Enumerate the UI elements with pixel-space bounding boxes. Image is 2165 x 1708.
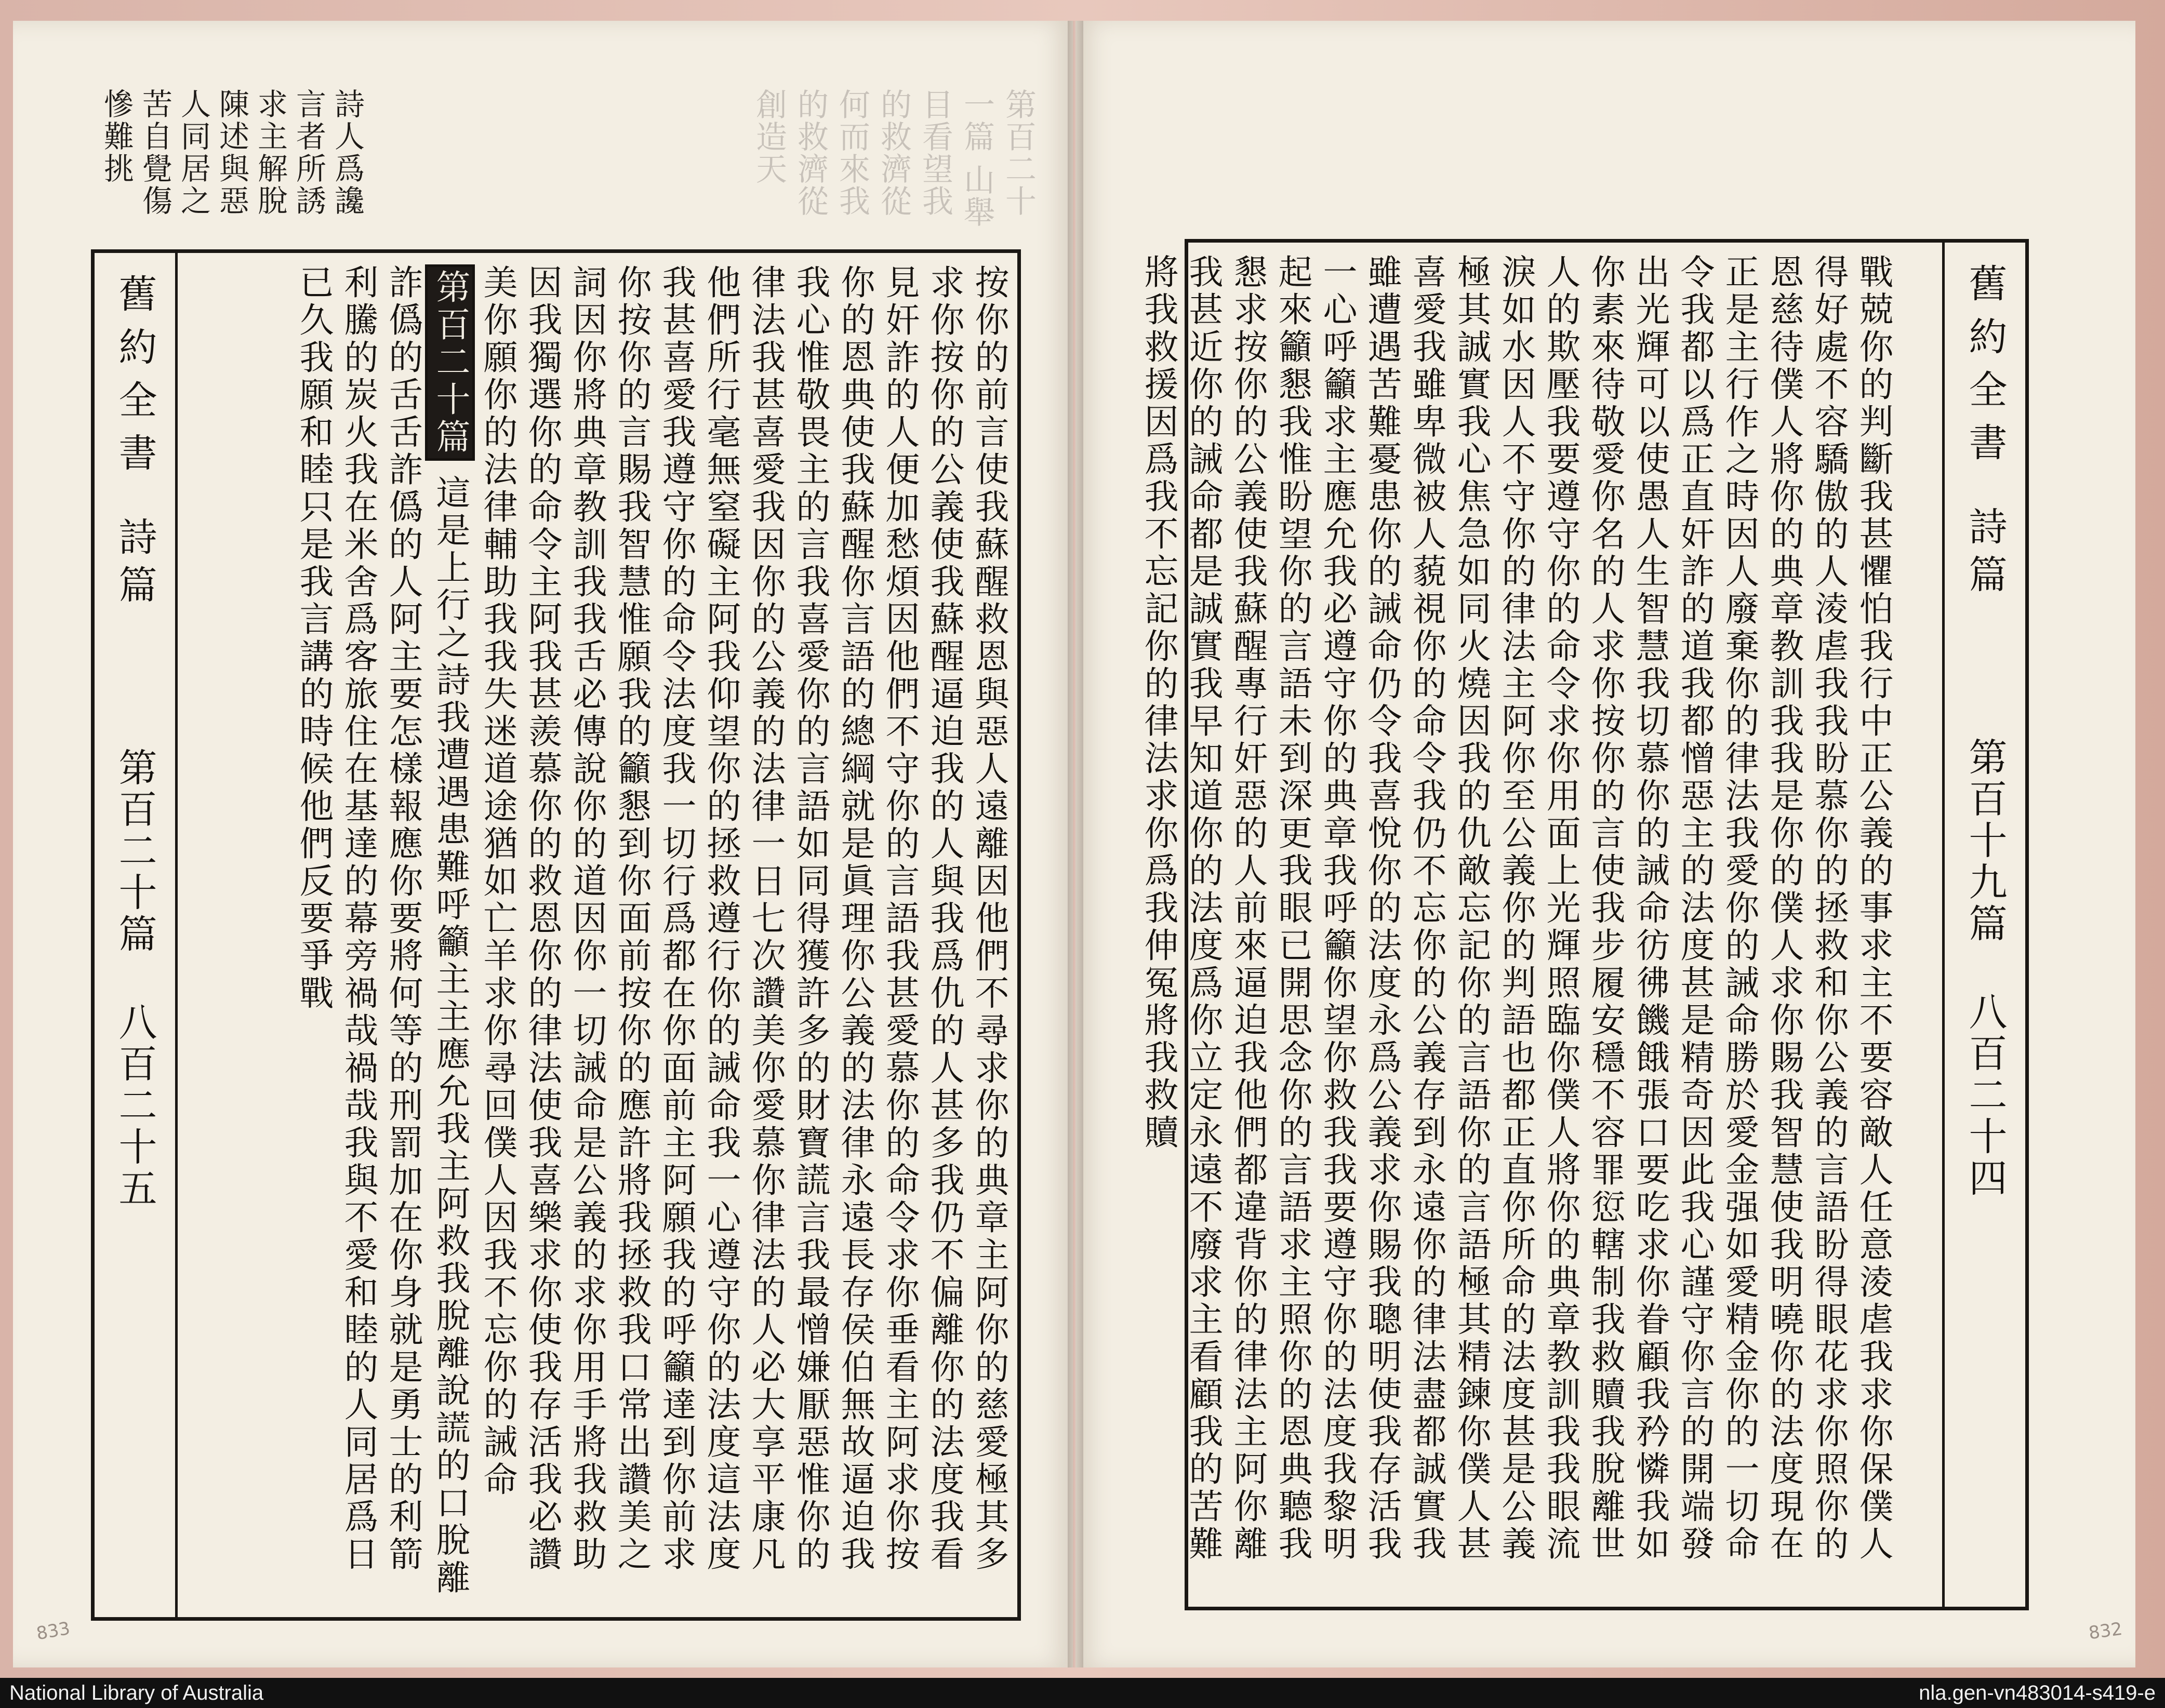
left-text-frame bbox=[91, 249, 1021, 1621]
pencil-folio-left: 833 bbox=[35, 1618, 72, 1645]
left-running-header bbox=[95, 253, 178, 1617]
section-title: 詩篇 bbox=[112, 517, 157, 612]
psalm-label: 第百二十篇 bbox=[112, 748, 157, 955]
pencil-folio-right: 832 bbox=[2087, 1618, 2124, 1644]
body-paragraph-2: 這是上行之詩我遭遇患難呼籲主主應允我主阿救我脫離說謊的口脫離詐僞的舌舌詐僞的人阿主要怎樣報應你要將何等的刑罰加在你身就是勇士的利箭利騰的炭火我在米舍爲客旅住在基達的幕旁禍哉禍哉我與不愛和睦的人同居爲日已久我願和睦只是我言講的時候他們反要爭戰 bbox=[294, 264, 470, 1597]
right-body-text bbox=[1138, 254, 1895, 1594]
left-body-text bbox=[185, 264, 1011, 1605]
margin-note: 詩人爲讒言者所誘求主解脫陳述與惡人同居之苦自覺傷慘難挑 bbox=[99, 88, 365, 217]
psalm-label: 第百十九篇 bbox=[1962, 737, 2008, 945]
record-identifier: nla.gen-vn483014-s419-e bbox=[1919, 1681, 2156, 1704]
footer-bar bbox=[0, 1678, 2165, 1708]
bleed-through-text: 第百二十一篇 山舉目看望我的救濟從何而來我的救濟從創造天 bbox=[751, 88, 1037, 229]
right-running-header bbox=[1942, 243, 2025, 1607]
right-text-frame bbox=[1138, 239, 2029, 1610]
page-number: 八百二十五 bbox=[112, 1002, 157, 1210]
book-gutter bbox=[1068, 21, 1083, 1667]
body-paragraph: 按你的前言使我蘇醒救恩與惡人遠離因他們不尋求你的典章主阿你的慈愛極其多求你按你的公義使我蘇醒逼迫我的人與我爲仇的人甚多我仍不偏離你的法度我看見奸詐的人便加愁煩因他們不守你的言語我甚愛慕你的命令求你垂看主阿求你按你的恩典使我蘇醒你言語的總綱就是眞理你公義的法律永遠長存侯伯無故逼迫我我心惟敬畏主的言我喜愛你的言語如同得獲許多的財寶謊言我最憎嫌厭惡惟你的律法我甚喜愛我因你的公義的法律一日七次讚美你愛慕你律法的人必大享平康凡他們所行毫無窒礙主阿我仰望你的拯救遵行你的誡命我一心遵守你的法度這法度我甚喜愛我遵守你的命令法度我一切行爲都在你面前主阿願我的呼籲達到你前求你按你的言賜我智慧惟願我的籲懇到你面前按你的應許將我拯救我口常出讚美之詞因你將典章教訓我我舌必傳說你的道因你一切誡命是公義的求你用手將我救助因我獨選你的命令主阿我甚羨慕你的救恩你的律法使我喜樂求你使我存活我必讚美你願你的法律輔助我我失迷道途猶如亡羊求你尋回僕人因我不忘你的誡命 bbox=[477, 264, 1009, 1573]
book-title: 舊約全書 bbox=[1962, 263, 2008, 475]
psalm-heading: 第百二十篇 bbox=[425, 264, 475, 461]
institution-name: National Library of Australia bbox=[9, 1681, 264, 1704]
page-number: 八百二十四 bbox=[1962, 992, 2008, 1199]
section-title: 詩篇 bbox=[1962, 506, 2008, 602]
book-title: 舊約全書 bbox=[112, 274, 157, 486]
body-paragraph: 戰兢你的判斷我甚懼怕我行中正公義的事求主不要容敵人任意淩虐我求你保僕人得好處不容驕傲的人淩虐我我盼慕你的拯救和你公義的言語盼得眼花求你照你的恩慈待僕人將你的典章教訓我我是你的僕人求你賜我智慧使我明曉你的法度現在正是主行作之時因人廢棄你的律法我愛你的誡命勝於愛金强如愛精金你的一切命令我都以爲正直奸詐的道我都憎惡主的法度甚是精奇因此我心謹守你言的開端發出光輝可以使愚人生智慧我切慕你的誡命彷彿饑餓張口要吃求你眷顧我矜憐我如你素來待敬愛你名的人求你按你的言使我步履安穩不容罪愆轄制我救贖我脫離世人的欺壓我要遵守你的命令求你用面上光輝照臨你僕人將你的典章教訓我我眼流淚如水因人不守你的律法主阿你至公義你的判語也都正直你所命的法度甚是公義極其誠實我心焦急如同火燒因我的仇敵忘記你的言語你的言語極其精鍊你僕人甚喜愛我雖卑微被人藐視你的命令我仍不忘你的公義存到永遠你的律法盡都誠實我雖遭遇苦難憂患你的誡命仍令我喜悅你的法度永爲公義求你賜我聰明使我存活我一心呼籲求主應允我必遵守你的典章我呼籲你望你救我我要遵守你的法度我黎明起來籲懇我惟盼望你的言語未到深更我眼已開思念你的言語求主照你的恩典聽我懇求按你的公義使我蘇醒專行奸惡的人前來逼迫我他們都違背你的律法主阿你離我甚近你的誡命都是誠實我早知道你的法度爲你立定永遠不廢求主看顧我的苦難將我救援因爲我不忘記你的律法求你爲我伸冤將我救贖 bbox=[1138, 254, 1893, 1563]
